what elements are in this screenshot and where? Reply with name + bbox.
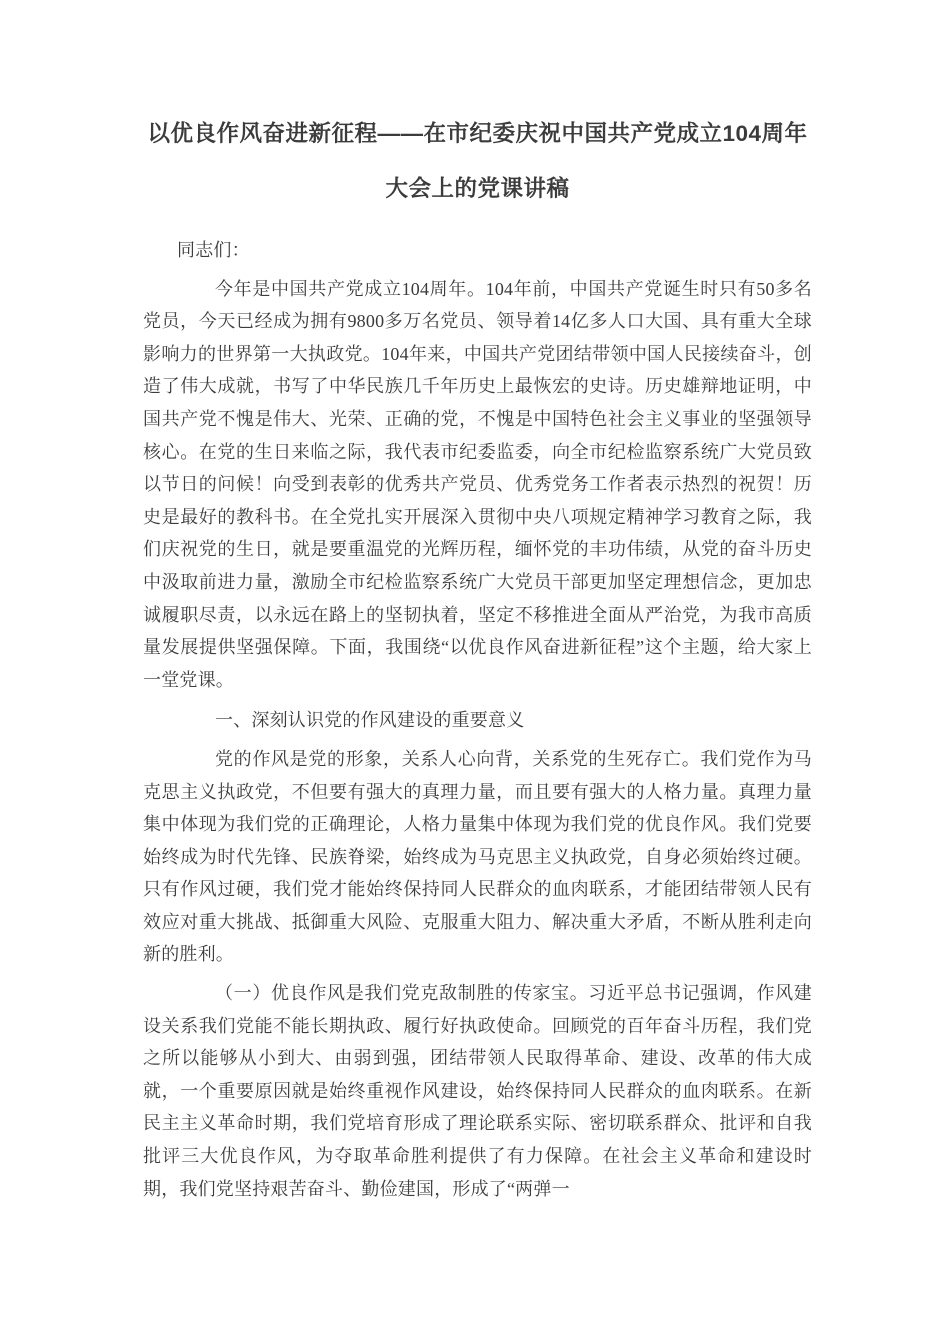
section-heading: 一、深刻认识党的作风建设的重要意义 [215, 710, 525, 731]
salutation: 同志们： [177, 240, 250, 260]
paragraph: 今年是中国共产党成立104周年。104年前，中国共产党诞生时只有50多名党员，今天已经成为拥有9800多万名党员、领导着14亿多人口大国、具有重大全球影响力的世界第一大执政党。104年来，中国共产党团结带领中国人民接续奋斗，创造了伟大成就，书写了中华民族几千年历史上最恢宏的史诗。历史雄辩地证明，中国共产党不愧是伟大、光荣、正确的党，不愧是中国特色社会主义事业的坚强领导核心。在党的生日来临之际，我代表市纪委监委，向全市纪检监察系统广大党员致以节日的问候！向受到表彰的优秀共产党员、优秀党务工作者表示热烈的祝贺！历史是最好的教科书。在全党扎实开展深入贯彻中央八项规定精神学习教育之际，我们庆祝党的生日，就是要重温党的光辉历程，缅怀党的丰功伟绩，从党的奋斗历史中汲取前进力量，激励全市纪检监察系统广大党员干部更加坚定理想信念，更加忠诚履职尽责，以永远在路上的坚韧执着，坚定不移推进全面从严治党，为我市高质量发展提供坚强保障。下面，我围绕“以优良作风奋进新征程”这个主题，给大家上一堂党课。 [143, 278, 812, 690]
paragraph: （一）优良作风是我们党克敌制胜的传家宝。习近平总书记强调，作风建设关系我们党能不能长期执政、履行好执政使命。回顾党的百年奋斗历程，我们党之所以能够从小到大、由弱到强，团结带领人民取得革命、建设、改革的伟大成就，一个重要原因就是始终重视作风建设，始终保持同人民群众的血肉联系。在新民主主义革命时期，我们党培育形成了理论联系实际、密切联系群众、批评和自我批评三大优良作风，为夺取革命胜利提供了有力保障。在社会主义革命和建设时期，我们党坚持艰苦奋斗、勤俭建国，形成了“两弹一 [143, 983, 812, 1199]
paragraph: 党的作风是党的形象，关系人心向背，关系党的生死存亡。我们党作为马克思主义执政党，不但要有强大的真理力量，而且要有强大的人格力量。真理力量集中体现为我们党的正确理论，人格力量集中体现为我们党的优良作风。我们党要始终成为时代先锋、民族脊梁，始终成为马克思主义执政党，自身必须始终过硬。只有作风过硬，我们党才能始终保持同人民群众的血肉联系，才能团结带领人民有效应对重大挑战、抵御重大风险、克服重大阻力、解决重大矛盾，不断从胜利走向新的胜利。 [143, 748, 812, 965]
document-body [143, 234, 812, 1205]
document-title: 以优良作风奋进新征程——在市纪委庆祝中国共产党成立104周年大会上的党课讲稿 [147, 121, 808, 201]
